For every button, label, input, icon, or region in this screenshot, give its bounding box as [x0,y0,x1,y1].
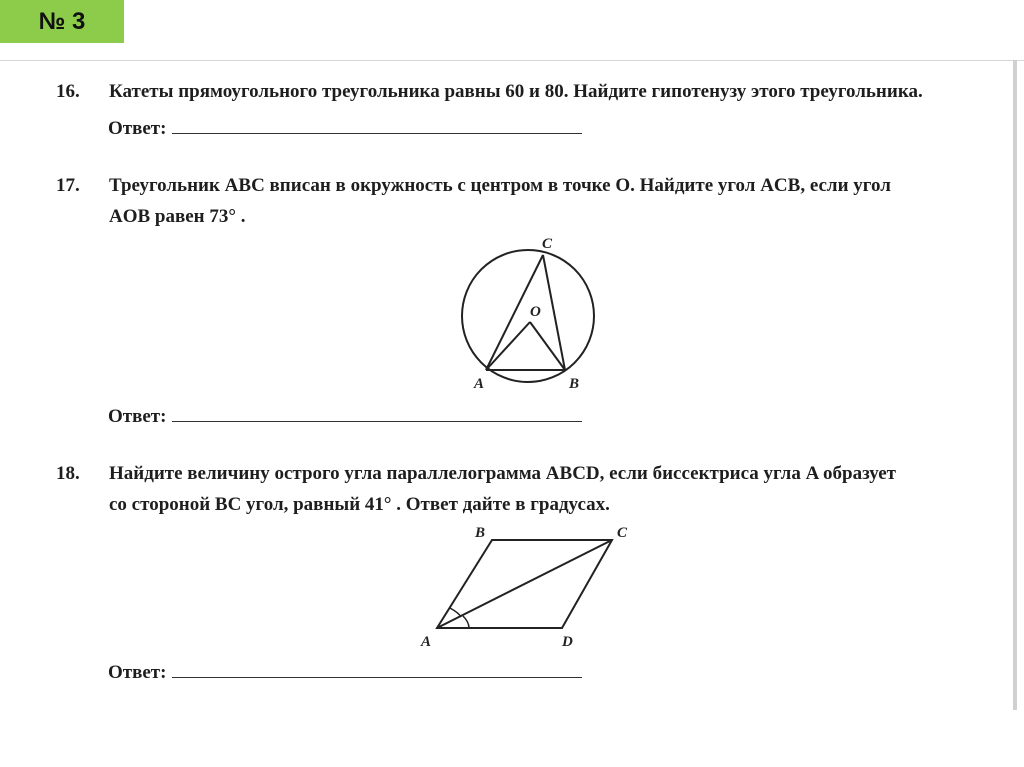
sheet-top-border [0,60,1024,61]
circle-triangle-figure [440,230,620,405]
task-18-answer-label: Ответ: [108,662,167,683]
task-17-number: 17. [56,175,80,196]
task-18 [56,458,1006,520]
task-18-text-line2: со стороной BC угол, равный 41° . Ответ дайте в градусах. [109,494,610,515]
circumcircle [462,250,594,382]
label-b: B [569,376,580,392]
parallelogram-figure [415,520,645,655]
task-16 [56,76,1006,107]
sheet-right-border [1013,60,1017,710]
label-a: A [421,634,432,650]
side-cb [543,255,565,370]
task-16-text: Катеты прямоугольного треугольника равны 60 и 80. Найдите гипотенузу этого треугольника. [109,81,923,102]
task-16-answer-label: Ответ: [108,118,167,139]
slide-number-badge: № 3 [0,0,124,43]
label-b: B [475,525,486,541]
task-18-text-line1: Найдите величину острого угла параллелограмма ABCD, если биссектриса угла A образует [109,463,896,484]
label-d: D [562,634,573,650]
label-c: C [542,236,553,252]
task-17-answer [108,406,582,428]
radius-oa [486,322,530,370]
task-18-number: 18. [56,463,80,484]
task-18-answer [108,662,582,684]
task-16-answer [108,118,582,140]
task-16-number: 16. [56,81,80,102]
task-17-text-line1: Треугольник ABC вписан в окружность с центром в точке O. Найдите угол ACB, если угол [109,175,891,196]
angle-arc-lower [463,616,469,628]
label-a: A [474,376,485,392]
angle-arc-upper [450,608,461,617]
task-17 [56,170,1006,232]
task-17-text-line2: AOB равен 73° . [109,206,246,227]
task-17-answer-line[interactable] [172,421,582,422]
label-c: C [617,525,628,541]
label-o: O [530,304,541,320]
task-17-answer-label: Ответ: [108,406,167,427]
task-18-answer-line[interactable] [172,677,582,678]
bisector-ac [437,540,612,628]
task-16-answer-line[interactable] [172,133,582,134]
